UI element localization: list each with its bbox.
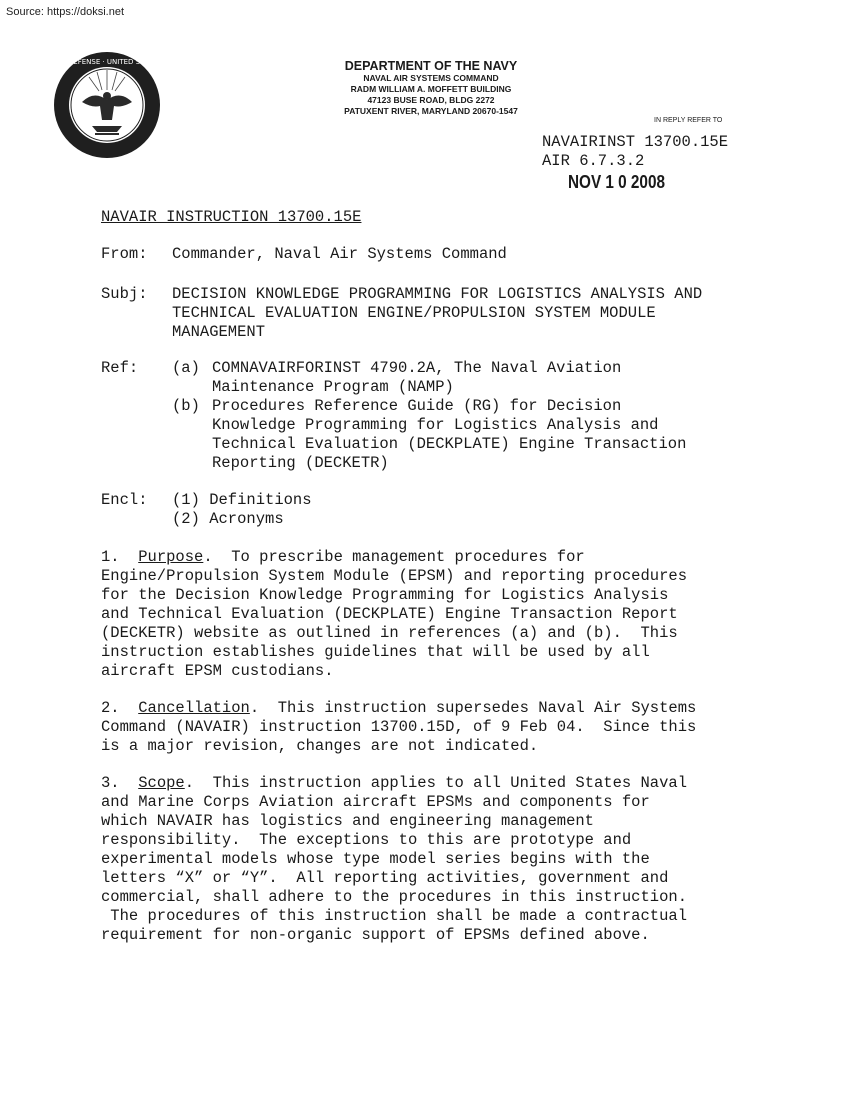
paragraph-line: instruction establishes guidelines that will be used by all [101, 643, 650, 661]
from-value: Commander, Naval Air Systems Command [172, 245, 507, 263]
encl-label: Encl: [101, 491, 148, 509]
reference-inst: NAVAIRINST 13700.15E [542, 133, 729, 151]
letterhead-line: RADM WILLIAM A. MOFFETT BUILDING [350, 84, 512, 94]
instruction-title: NAVAIR INSTRUCTION 13700.15E [101, 208, 362, 226]
letterhead [300, 59, 562, 117]
ref-line: COMNAVAIRFORINST 4790.2A, The Naval Aviation [212, 359, 622, 377]
reference-code: AIR 6.7.3.2 [542, 152, 645, 170]
paragraph-heading: Purpose [138, 548, 204, 566]
subj-line: MANAGEMENT [172, 323, 266, 341]
paragraph-line: experimental models whose type model series begins with the [101, 850, 650, 868]
letterhead-line: 47123 BUSE ROAD, BLDG 2272 [367, 95, 495, 105]
department-name: DEPARTMENT OF THE NAVY [344, 59, 518, 73]
ref-line: Technical Evaluation (DECKPLATE) Engine Transaction [212, 435, 687, 453]
paragraph-line: aircraft EPSM custodians. [101, 662, 334, 680]
letterhead-line: NAVAL AIR SYSTEMS COMMAND [363, 73, 499, 83]
paragraph-purpose-first: 1. Purpose. To prescribe management procedures for [101, 548, 585, 566]
paragraph-line: responsibility. The exceptions to this are prototype and [101, 831, 632, 849]
letterhead-line: PATUXENT RIVER, MARYLAND 20670-1547 [344, 106, 518, 116]
paragraph-line: commercial, shall adhere to the procedures in this instruction. [101, 888, 687, 906]
encl-item: (1) Definitions [172, 491, 312, 509]
paragraph-line: Engine/Propulsion System Module (EPSM) and reporting procedures [101, 567, 687, 585]
paragraph-line: letters “X” or “Y”. All reporting activities, government and [101, 869, 669, 887]
dod-seal-icon [6, 50, 208, 160]
reply-label: IN REPLY REFER TO [654, 117, 723, 124]
paragraph-line: Command (NAVAIR) instruction 13700.15D, of 9 Feb 04. Since this [101, 718, 697, 736]
paragraph-cancellation-first: 2. Cancellation. This instruction supersedes Naval Air Systems [101, 699, 697, 717]
paragraph-heading: Cancellation [138, 699, 250, 717]
paragraph-line: for the Decision Knowledge Programming for Logistics Analysis [101, 586, 669, 604]
paragraph-scope-first: 3. Scope. This instruction applies to all United States Naval [101, 774, 688, 792]
paragraph-line: (DECKETR) website as outlined in references (a) and (b). This [101, 624, 678, 642]
ref-line: Reporting (DECKETR) [212, 454, 389, 472]
ref-marker: (a) [172, 359, 200, 377]
subj-label: Subj: [101, 285, 148, 303]
ref-line: Procedures Reference Guide (RG) for Decision [212, 397, 622, 415]
paragraph-line: and Technical Evaluation (DECKPLATE) Engine Transaction Report [101, 605, 678, 623]
paragraph-line: is a major revision, changes are not indicated. [101, 737, 539, 755]
paragraph-line: The procedures of this instruction shall be made a contractual [101, 907, 687, 925]
paragraph-line: which NAVAIR has logistics and engineering management [101, 812, 594, 830]
subj-line: DECISION KNOWLEDGE PROGRAMMING FOR LOGISTICS ANALYSIS AND [172, 285, 703, 303]
paragraph-heading: Scope [138, 774, 185, 792]
paragraph-line: and Marine Corps Aviation aircraft EPSMs and components for [101, 793, 650, 811]
ref-marker: (b) [172, 397, 200, 415]
source-label: Source: https://doksi.net [6, 6, 125, 18]
paragraph-line: requirement for non-organic support of EPSMs defined above. [101, 926, 650, 944]
ref-label: Ref: [101, 359, 139, 377]
subj-line: TECHNICAL EVALUATION ENGINE/PROPULSION SYSTEM MODULE [172, 304, 656, 322]
encl-item: (2) Acronyms [172, 510, 284, 528]
from-label: From: [101, 245, 148, 263]
ref-line: Maintenance Program (NAMP) [212, 378, 454, 396]
seal-text: DEPARTMENT OF DEFENSE · UNITED STATES OF AMERICA [6, 58, 208, 66]
ref-line: Knowledge Programming for Logistics Analysis and [212, 416, 659, 434]
document-date: NOV 1 0 2008 [568, 172, 665, 192]
